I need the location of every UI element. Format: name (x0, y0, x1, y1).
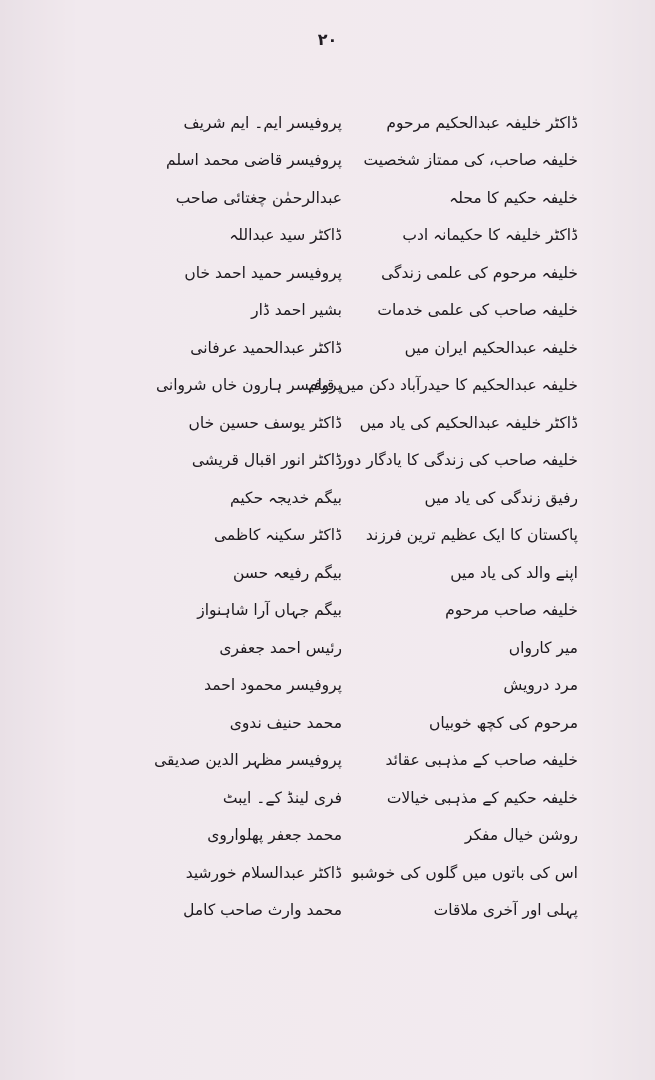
toc-article-title: خلیفہ صاحب، کی ممتاز شخصیت (363, 151, 578, 170)
toc-article-title: خلیفہ عبدالحکیم ایران میں (404, 338, 578, 357)
toc-author-name: محمد حنیف ندوی (229, 713, 342, 732)
toc-row (150, 367, 578, 405)
toc-author-name: پروفیسر مظہر الدین صدیقی (154, 751, 342, 770)
toc-author-name: محمد وارث صاحب کامل (183, 901, 342, 920)
toc-row (150, 442, 578, 480)
toc-author-name: ڈاکٹر عبدالحمید عرفانی (190, 338, 342, 357)
toc-article-title: ڈاکٹر خلیفہ کا حکیمانہ ادب (402, 226, 578, 245)
toc-row (150, 854, 578, 892)
toc-row (150, 517, 578, 555)
toc-row (150, 592, 578, 630)
toc-row (150, 254, 578, 292)
toc-author-name: رئیس احمد جعفری (219, 638, 342, 657)
toc-author-name: پروفیسر ہارون خاں شروانی (155, 376, 342, 395)
toc-article-title: روشن خیال مفکر (464, 826, 578, 845)
toc-row (150, 892, 578, 930)
toc-row (150, 329, 578, 367)
toc-author-name: ڈاکٹر عبدالسلام خورشید (185, 863, 342, 882)
toc-article-title: پاکستان کا ایک عظیم ترین فرزند (365, 526, 578, 545)
toc-row (150, 104, 578, 142)
toc-author-name: پروفیسر ایم۔ ایم شریف (183, 113, 342, 132)
toc-row (150, 667, 578, 705)
toc-author-name: محمد جعفر پھلواروی (207, 826, 342, 845)
toc-row (150, 779, 578, 817)
toc-author-name: بیگم رفیعہ حسن (232, 563, 342, 582)
toc-author-name: پروفیسر قاضی محمد اسلم (166, 151, 342, 170)
toc-author-name: ڈاکٹر سکینہ کاظمی (214, 526, 342, 545)
toc-row (150, 404, 578, 442)
toc-article-title: خلیفہ صاحب مرحوم (445, 601, 578, 620)
toc-row (150, 479, 578, 517)
toc-article-title: خلیفہ مرحوم کی علمی زندگی (381, 263, 578, 282)
toc-article-title: خلیفہ حکیم کا محلہ (449, 188, 578, 207)
toc-article-title: خلیفہ عبدالحکیم کا حیدرآباد دکن میں قیام (307, 376, 578, 395)
toc-author-name: بیگم خدیجہ حکیم (230, 488, 342, 507)
page-number: ۲۰ (317, 30, 338, 49)
toc-author-name: بشیر احمد ڈار (251, 301, 342, 320)
toc-row (150, 817, 578, 855)
toc-author-name: بیگم جہاں آرا شاہنواز (197, 601, 342, 620)
toc-author-name: فری لینڈ کے۔ ایبٹ (222, 788, 342, 807)
toc-article-title: ڈاکٹر خلیفہ عبدالحکیم کی یاد میں (359, 413, 578, 432)
table-of-contents (150, 104, 578, 929)
toc-row (150, 629, 578, 667)
toc-article-title: میر کارواں (508, 638, 578, 657)
toc-article-title: مرحوم کی کچھ خوبیاں (429, 713, 578, 732)
toc-row (150, 742, 578, 780)
toc-article-title: رفیق زندگی کی یاد میں (424, 488, 578, 507)
toc-row (150, 142, 578, 180)
toc-row (150, 179, 578, 217)
toc-row (150, 217, 578, 255)
toc-author-name: ڈاکٹر سید عبداللہ (229, 226, 342, 245)
toc-row (150, 292, 578, 330)
toc-article-title: خلیفہ صاحب کے مذہبی عقائد (385, 751, 578, 770)
toc-article-title: خلیفہ صاحب کی زندگی کا یادگار دور (339, 451, 578, 470)
toc-article-title: مرد درویش (503, 676, 578, 695)
toc-author-name: عبدالرحمٰن چغتائی صاحب (175, 188, 342, 207)
toc-article-title: پہلی اور آخری ملاقات (433, 901, 578, 920)
toc-article-title: خلیفہ حکیم کے مذہبی خیالات (386, 788, 578, 807)
toc-article-title: خلیفہ صاحب کی علمی خدمات (377, 301, 578, 320)
toc-author-name: ڈاکٹر یوسف حسین خاں (188, 413, 342, 432)
toc-row (150, 554, 578, 592)
toc-author-name: پروفیسر محمود احمد (204, 676, 342, 695)
toc-author-name: ڈاکٹر انور اقبال قریشی (191, 451, 342, 470)
toc-author-name: پروفیسر حمید احمد خاں (184, 263, 342, 282)
toc-article-title: ڈاکٹر خلیفہ عبدالحکیم مرحوم (386, 113, 578, 132)
toc-article-title: اس کی باتوں میں گلوں کی خوشبو (351, 863, 578, 882)
toc-row (150, 704, 578, 742)
toc-article-title: اپنے والد کی یاد میں (450, 563, 578, 582)
